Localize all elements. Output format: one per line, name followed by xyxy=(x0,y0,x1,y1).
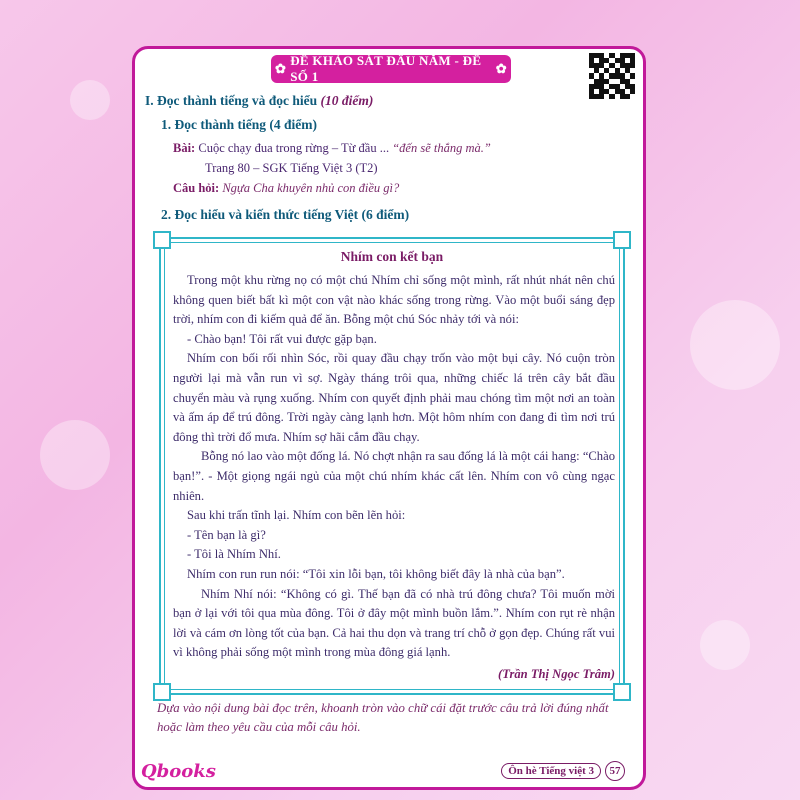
bai-quote: “đến sẽ thắng mà.” xyxy=(392,141,491,155)
story-paragraph: Nhím Nhí nói: “Không có gì. Thế bạn đã có nhà trú đông chưa? Tôi muốn mời bạn ở lại với tôi qua mùa đông. Tôi ở đây một mình buồn lắm.”. Nhím con rụt rè nhận lời và cám ơn lòng tốt của bạn. Cả hai thu dọn và trang trí chỗ ở gọn đẹp. Chúng rất vui vì không phải sống một mình trong mùa đông giá lạnh. xyxy=(173,586,615,660)
bokeh-decoration xyxy=(690,300,780,390)
story-paragraph: - Chào bạn! Tôi rất vui được gặp bạn. xyxy=(187,331,377,346)
flower-icon: ✿ xyxy=(495,61,507,76)
story-paragraph: - Tên bạn là gì? xyxy=(187,527,266,542)
question-line xyxy=(173,181,399,196)
frame-corner xyxy=(613,231,631,249)
story-author: (Trần Thị Ngọc Trâm) xyxy=(498,666,615,681)
story-frame xyxy=(159,237,625,695)
page-number: 57 xyxy=(605,761,625,781)
story-paragraph: Bỗng nó lao vào một đống lá. Nó chợt nhận ra sau đống lá là một cái hang: “Chào bạn!”. - Một giọng ngái ngủ của một chú nhím khác cất lên. Nhím con vô cùng ngạc nhiên. xyxy=(173,449,615,503)
title-banner xyxy=(271,55,511,83)
qbooks-logo: Qbooks xyxy=(141,761,216,782)
question-text: Ngựa Cha khuyên nhủ con điều gì? xyxy=(222,181,400,195)
bai-text: Cuộc chạy đua trong rừng – Từ đầu ... xyxy=(198,141,390,155)
frame-corner xyxy=(153,231,171,249)
section-1-heading xyxy=(145,93,373,109)
flower-icon: ✿ xyxy=(275,61,287,76)
bai-line xyxy=(173,141,491,156)
subsection-2-heading: 2. Đọc hiểu và kiến thức tiếng Việt (6 điểm) xyxy=(161,207,410,222)
worksheet-page xyxy=(132,46,646,790)
instruction-text: Dựa vào nội dung bài đọc trên, khoanh tròn vào chữ cái đặt trước câu trả lời đúng nhất hoặc làm theo yêu cầu của mỗi câu hỏi. xyxy=(157,701,609,734)
story-paragraph: Sau khi trấn tĩnh lại. Nhím con bẽn lẽn hỏi: xyxy=(187,508,406,523)
story-body xyxy=(173,271,615,684)
page-footer xyxy=(501,761,625,781)
banner-title: ĐỀ KHẢO SÁT ĐẦU NĂM - ĐỀ SỐ 1 xyxy=(290,53,482,84)
bokeh-decoration xyxy=(70,80,110,120)
page-reference: Trang 80 – SGK Tiếng Việt 3 (T2) xyxy=(205,161,378,175)
section-1-title: I. Đọc thành tiếng và đọc hiểu xyxy=(145,93,318,108)
series-label: Ôn hè Tiếng việt 3 xyxy=(501,763,601,779)
subsection-1-heading: 1. Đọc thành tiếng (4 điểm) xyxy=(161,117,317,132)
story-paragraph: Nhím con bối rối nhìn Sóc, rồi quay đầu chạy trốn vào một bụi cây. Nó cuộn tròn người lại mà vẫn run vì sợ. Ngày tháng trôi qua, những chiếc lá trên cây bắt đầu chuyển màu và rụng xuống. Nhím con quyết định phải mau chóng tìm một nơi an toàn và ấm áp để trú đông. Trời ngày càng lạnh hơn. Một hôm nhím con đang đi tìm nơi trú đông thì trời đổ mưa. Nhím sợ hãi cắm đầu chạy. xyxy=(173,351,615,444)
qr-code-icon[interactable] xyxy=(589,53,635,99)
story-title: Nhím con kết bạn xyxy=(340,249,444,264)
bokeh-decoration xyxy=(40,420,110,490)
section-1-points: (10 điểm) xyxy=(320,93,374,108)
story-paragraph: - Tôi là Nhím Nhí. xyxy=(187,547,281,562)
bokeh-decoration xyxy=(700,620,750,670)
question-label: Câu hỏi: xyxy=(173,181,220,195)
story-paragraph: Nhím con run run nói: “Tôi xin lỗi bạn, tôi không biết đây là nhà của bạn”. xyxy=(187,566,565,581)
story-paragraph: Trong một khu rừng nọ có một chú Nhím chỉ sống một mình, rất nhút nhát nên chú không quen biết bất kì một con vật nào khác sống trong rừng. Vào một buổi sáng đẹp trời, nhím con đi kiếm quả để ăn. Bỗng một chú Sóc nhảy tới và nói: xyxy=(173,273,615,327)
bai-label: Bài: xyxy=(173,141,196,155)
